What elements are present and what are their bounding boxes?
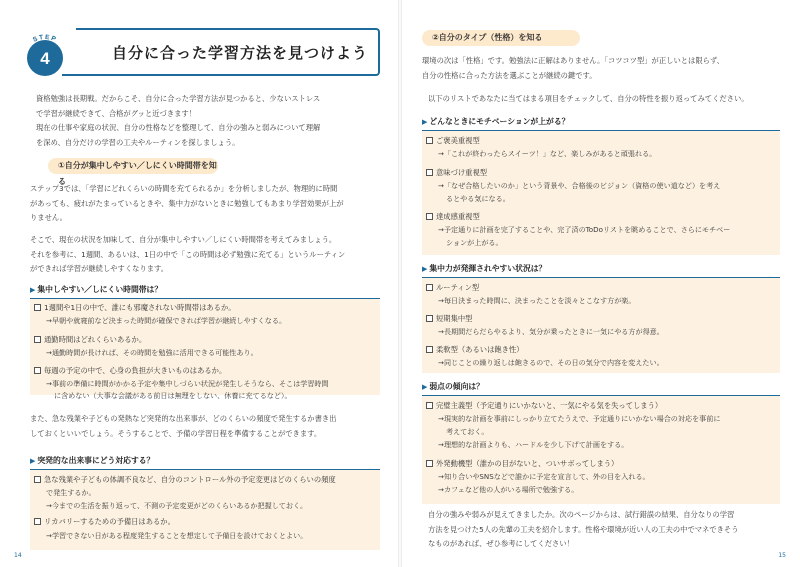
triangle-icon: ▶	[30, 457, 36, 465]
checklist-item[interactable]: 短期集中型	[426, 312, 472, 326]
subheading-concentration: ▶ 集中力が発揮されやすい状況は？	[422, 264, 547, 273]
section1-paragraph1	[30, 182, 380, 226]
checkbox-icon	[426, 346, 433, 353]
checkbox-icon	[34, 304, 41, 311]
checkbox-icon	[34, 518, 41, 525]
checklist-note: るとやる気になる。	[446, 194, 510, 203]
text-line: また、急な残業や子どもの発熱など突発的な出来事が、どのくらいの頻度で発生するか書き出	[30, 414, 337, 423]
checkbox-icon	[426, 137, 433, 144]
middle-paragraph	[30, 412, 380, 441]
checklist-item[interactable]: 意味づけ重視型	[426, 166, 487, 180]
checklist-note: →学習できない日がある程度発生することを想定して予備日を設けておくとよい。	[46, 531, 308, 540]
checklist-item[interactable]: 通勤時間はどれくらいあるか。	[34, 333, 146, 347]
checklist-note: 考えておく。	[446, 427, 489, 436]
text-line: があっても、疲れがたまっているときや、集中力がないときに勉強してもあまり学習効果が上が	[30, 198, 344, 208]
checklist-note: →早朝や就寝前など決まった時間が確保できれば学習が継続しやすくなる。	[46, 316, 287, 325]
page-number: 14	[14, 552, 22, 559]
triangle-icon: ▶	[30, 286, 36, 294]
text-line: りません。	[30, 213, 67, 222]
checkbox-icon	[34, 476, 41, 483]
checklist-note: →長期間だらだらやるより、気分が乗ったときに一気にやる方が得意。	[438, 327, 664, 336]
outro-paragraph	[428, 508, 784, 552]
checklist-item[interactable]: ルーティン型	[426, 281, 479, 295]
text-line: ステップ3では、「学習にどれくらいの時間を充てられるか」を分析しましたが、物理的に時間	[30, 184, 338, 193]
page-number: 15	[778, 552, 786, 559]
checklist-note: →知り合いやSNSなどで誰かに予定を宣言して、外の目を入れる。	[438, 472, 650, 481]
book-gutter	[398, 0, 402, 567]
checklist-note: →毎日決まった時間に、決まったことを淡々とこなす方が楽。	[438, 296, 636, 305]
subheading-motivation: ▶ どんなときにモチベーションが上がる？	[422, 117, 570, 126]
triangle-icon: ▶	[422, 383, 428, 391]
right-page	[400, 0, 800, 567]
checklist-item[interactable]: 1週間や1日の中で、誰にも邪魔されない時間帯はあるか。	[34, 301, 236, 315]
checklist-note: →事前の準備に時間がかかる予定や集中しづらい状況が発生しそうなら、そこは学習時間	[46, 379, 329, 388]
checkbox-icon	[426, 284, 433, 291]
text-line: 自分の強みや弱みが見えてきましたか。次のページからは、試行錯誤の結果、自分なりの学習	[428, 510, 735, 519]
triangle-icon: ▶	[422, 265, 428, 273]
triangle-icon: ▶	[422, 118, 428, 126]
text-line: しておくといいでしょう。そうすることで、予備の学習日程を準備することができます。	[30, 428, 322, 438]
checklist-note: →理想的な計画よりも、ハードルを少し下げて計画をする。	[438, 440, 629, 449]
checklist-note: ションが上がる。	[446, 238, 503, 247]
checklist-note: に含めない（大事な会議がある前日は無理をしない、休養に充てるなど）。	[54, 391, 292, 400]
step-number: 4	[40, 49, 50, 68]
subheading-weakness: ▶ 弱点の傾向は？	[422, 382, 484, 391]
section1-label: ①自分が集中しやすい／しにくい時間帯を知る	[48, 158, 218, 174]
checklist-item[interactable]: リカバリーするための予備日はあるか。	[34, 515, 175, 529]
subheading-focus-time: ▶ 集中しやすい／しにくい時間帯は？	[30, 285, 163, 294]
section2-label: ②自分のタイプ（性格）を知る	[422, 30, 580, 46]
intro-line: 資格勉強は長期戦。だからこそ、自分に合った学習方法が見つかると、少ないストレス	[36, 94, 321, 103]
intro-paragraph	[36, 92, 376, 150]
step-word: STEP	[31, 33, 59, 44]
right-intro-paragraph	[422, 54, 782, 83]
text-line: そこで、現在の状況を加味して、自分が集中しやすい／しにくい時間帯を考えてみましょう。	[30, 235, 337, 244]
checkbox-icon	[426, 402, 433, 409]
intro-line: 現在の仕事や家庭の状況、自分の性格などを整理して、自分の強みと弱みについて理解	[36, 123, 321, 132]
checkbox-icon	[426, 460, 433, 467]
checklist-note: →「これが終わったらスイーツ！」など、楽しみがあると頑張れる。	[438, 149, 657, 158]
checklist-note: →予定通りに計画を完了することや、完了済のToDoリストを眺めることで、さらにモチベー	[438, 225, 731, 234]
subheading-unexpected: ▶ 突発的な出来事にどう対応する？	[30, 456, 155, 465]
checklist-item[interactable]: 完璧主義型（予定通りにいかないと、一気にやる気を失ってしまう）	[426, 399, 662, 413]
checkbox-icon	[426, 315, 433, 322]
checklist-note: →「なぜ合格したいのか」という背景や、合格後のビジョン（資格の使い道など）を考え	[438, 181, 721, 190]
section1-paragraph2	[30, 233, 380, 277]
intro-line: を深め、自分だけの学習の工夫やルーティンを探しましょう。	[36, 137, 240, 147]
checklist-item[interactable]: 毎週の予定の中で、心身の負担が大きいものはあるか。	[34, 364, 226, 378]
checkbox-icon	[34, 336, 41, 343]
intro-line: で学習が継続できて、合格がグッと近づきます！	[36, 108, 197, 118]
checkbox-icon	[34, 367, 41, 374]
text-line: なものがあれば、ぜひ参考にしてください！	[428, 539, 574, 548]
page-title: 自分に合った学習方法を見つけよう	[112, 44, 369, 62]
checklist-note: →現実的な計画を事前にしっかり立てたうえで、予定通りにいかない場合の対応を事前に	[438, 414, 721, 423]
text-line: ができれば学習が継続しやすくなります。	[30, 264, 169, 273]
checklist-note: で発生するか。	[46, 488, 96, 497]
checklist-note: →カフェなど他の人がいる場所で勉強する。	[438, 485, 579, 494]
checklist-item[interactable]: 達成感重視型	[426, 210, 480, 224]
text-line: 環境の次は「性格」です。勉強法に正解はありません。「コツコツ型」が正しいとは限らず、	[422, 56, 724, 65]
text-line: それを参考に、1週間、あるいは、1日の中で「この時間は必ず勉強に充てる」というルーティン	[30, 249, 346, 259]
checklist-note: →今までの生活を振り返って、不測の予定変更がどのくらいあるか把握しておく。	[46, 501, 308, 510]
checklist-item[interactable]: 柔軟型（あるいは飽き性）	[426, 343, 524, 357]
checklist-item[interactable]: ご褒美重視型	[426, 134, 480, 148]
checkbox-icon	[426, 213, 433, 220]
right-intro2: 以下のリストであなたに当てはまる項目をチェックして、自分の特性を振り返ってみてください。	[428, 94, 749, 103]
text-line: 自分の性格に合った方法を選ぶことが継続の鍵です。	[422, 70, 597, 80]
checklist-note: →通勤時間が長ければ、その時間を勉強に活用できる可能性あり。	[46, 348, 258, 357]
checklist-note: →同じことの繰り返しは飽きるので、その日の気分で内容を変えたい。	[438, 358, 664, 367]
text-line: 方法を見つけた5人の先輩の工夫を紹介します。性格や環境が近い人の工夫の中でマネできそう	[428, 524, 739, 534]
checkbox-icon	[426, 169, 433, 176]
checklist-item[interactable]: 外発動機型（誰かの目がないと、ついサボってしまう）	[426, 457, 618, 471]
checklist-item[interactable]: 急な残業や子どもの体調不良など、自分のコントロール外の予定変更はどのくらいの頻度	[34, 473, 336, 487]
